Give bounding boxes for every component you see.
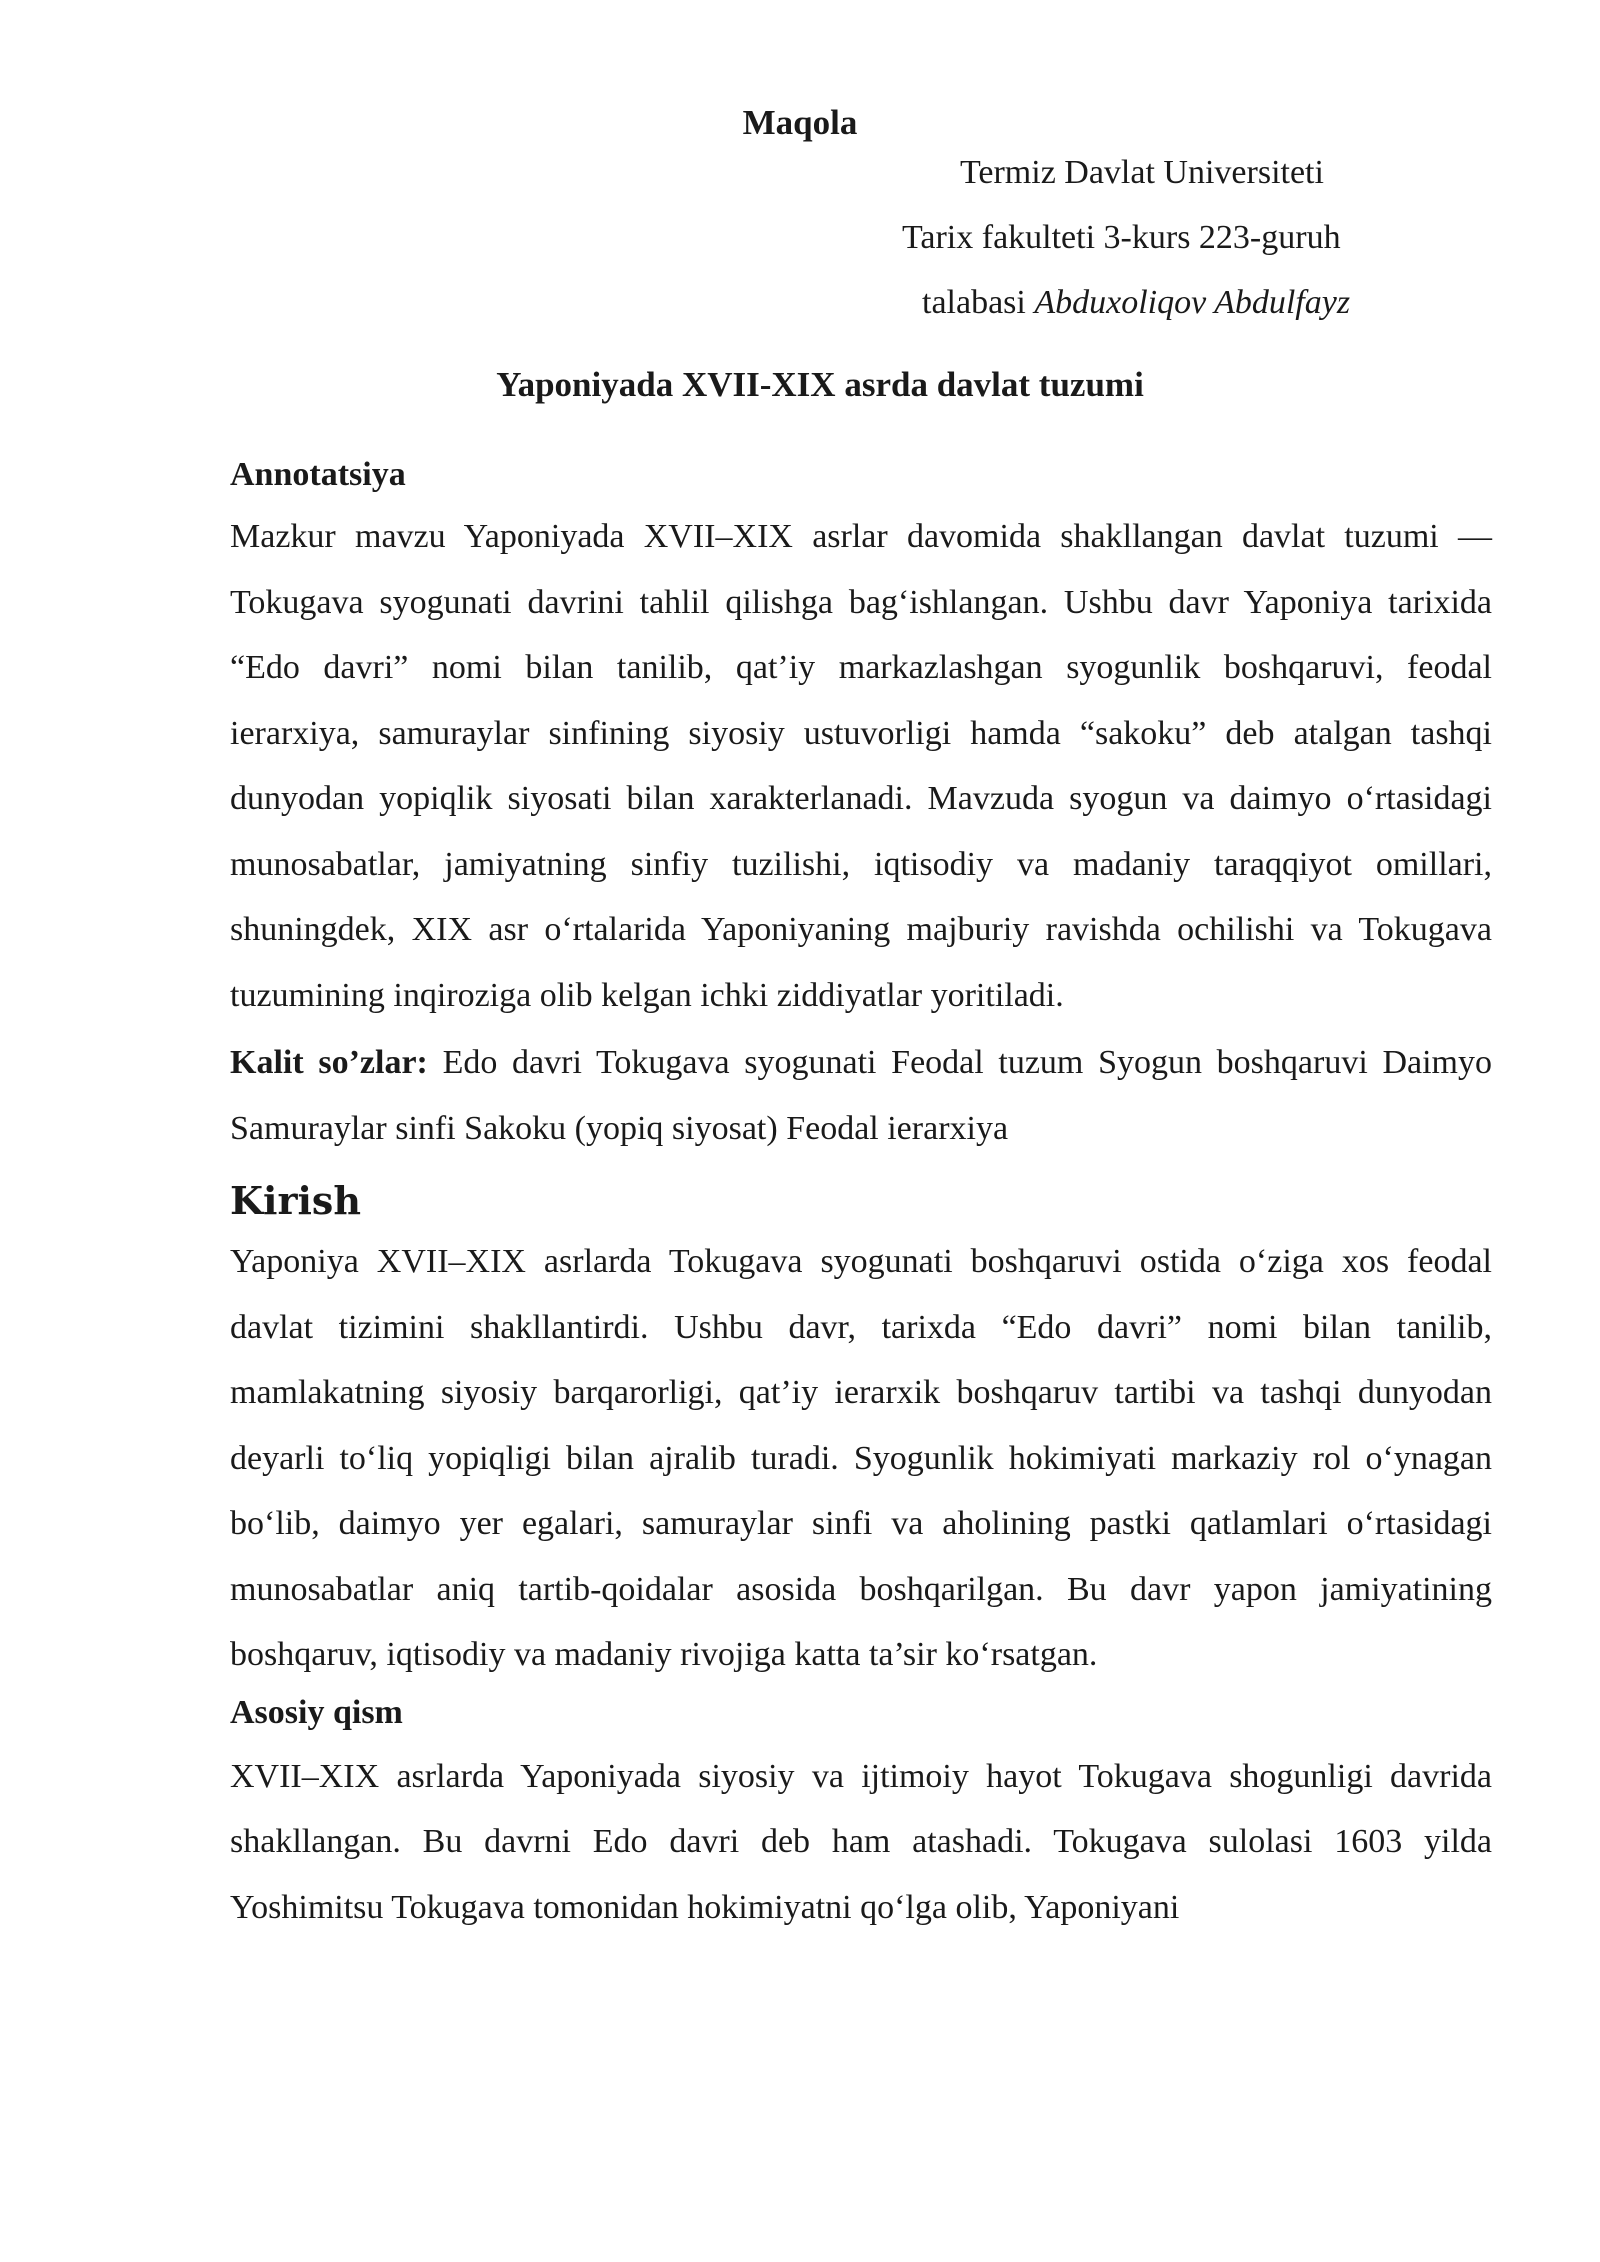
annotation-heading: Annotatsiya bbox=[230, 456, 406, 493]
main-part-paragraph: XVII–XIX asrlarda Yaponiyada siyosiy va ijtimoiy hayot Tokugava shogunligi davrida shakllangan. Bu davrni Edo davri deb ham atashadi. Tokugava sulolasi 1603 yilda Yoshimitsu Tokugava tomonidan hokimiyatni qo‘lga olib, Yaponiyani bbox=[230, 1757, 1492, 1926]
keywords-paragraph bbox=[230, 1030, 1492, 1161]
introduction-heading: Kirish bbox=[230, 1178, 361, 1223]
keywords-text: Edo davri Tokugava syogunati Feodal tuzum Syogun boshqaruvi Daimyo Samuraylar sinfi Sakoku (yopiq siyosat) Feodal ierarxiya bbox=[230, 1044, 1492, 1147]
author-block bbox=[880, 140, 1440, 335]
document-type-label: Maqola bbox=[742, 103, 858, 142]
keywords-label: Kalit so’zlar: bbox=[230, 1044, 428, 1081]
introduction-paragraph: Yaponiya XVII–XIX asrlarda Tokugava syogunati boshqaruvi ostida o‘ziga xos feodal davlat tizimini shakllantirdi. Ushbu davr, tarixda “Edo davri” nomi bilan tanilib, mamlakatning siyosiy barqarorligi, qat’iy ierarxik boshqaruv tartibi va tashqi dunyodan deyarli to‘liq yopiqligi bilan ajralib turadi. Syogunlik hokimiyati markaziy rol o‘ynagan bo‘lib, daimyo yer egalari, samuraylar sinfi va aholining pastki qatlamlari o‘rtasidagi munosabatlar aniq tartib-qoidalar asosida boshqarilgan. Bu davr yapon jamiyatining boshqaruv, iqtisodiy va madaniy rivojiga katta ta’sir ko‘rsatgan. bbox=[230, 1243, 1492, 1673]
article-body bbox=[230, 450, 1492, 1940]
annotation-paragraph: Mazkur mavzu Yaponiyada XVII–XIX asrlar davomida shakllangan davlat tuzumi — Tokugava syogunati davrini tahlil qilishga bag‘ishlangan. Ushbu davr Yaponiya tarixida “Edo davri” nomi bilan tanilib, qat’iy markazlashgan syogunlik boshqaruvi, feodal ierarxiya, samuraylar sinfining siyosiy ustuvorligi hamda “sakoku” deb atalgan tashqi dunyodan yopiqlik siyosati bilan xarakterlanadi. Mavzuda syogun va daimyo o‘rtasidagi munosabatlar, jamiyatning sinfiy tuzilishi, iqtisodiy va madaniy taraqqiyot omillari, shuningdek, XIX asr o‘rtalarida Yaponiyaning majburiy ravishda ochilishi va Tokugava tuzumining inqiroziga olib kelgan ichki ziddiyatlar yoritiladi. bbox=[230, 518, 1492, 1014]
university-name: Termiz Davlat Universiteti bbox=[960, 154, 1324, 191]
main-part-heading: Asosiy qism bbox=[230, 1693, 403, 1731]
faculty-line: Tarix fakulteti 3-kurs 223-guruh bbox=[902, 219, 1341, 256]
student-prefix: talabasi bbox=[922, 284, 1035, 321]
student-line bbox=[880, 270, 1440, 335]
student-name: Abduxoliqov Abdulfayz bbox=[1034, 284, 1351, 321]
article-title: Yaponiyada XVII-XIX asrda davlat tuzumi bbox=[496, 365, 1144, 404]
